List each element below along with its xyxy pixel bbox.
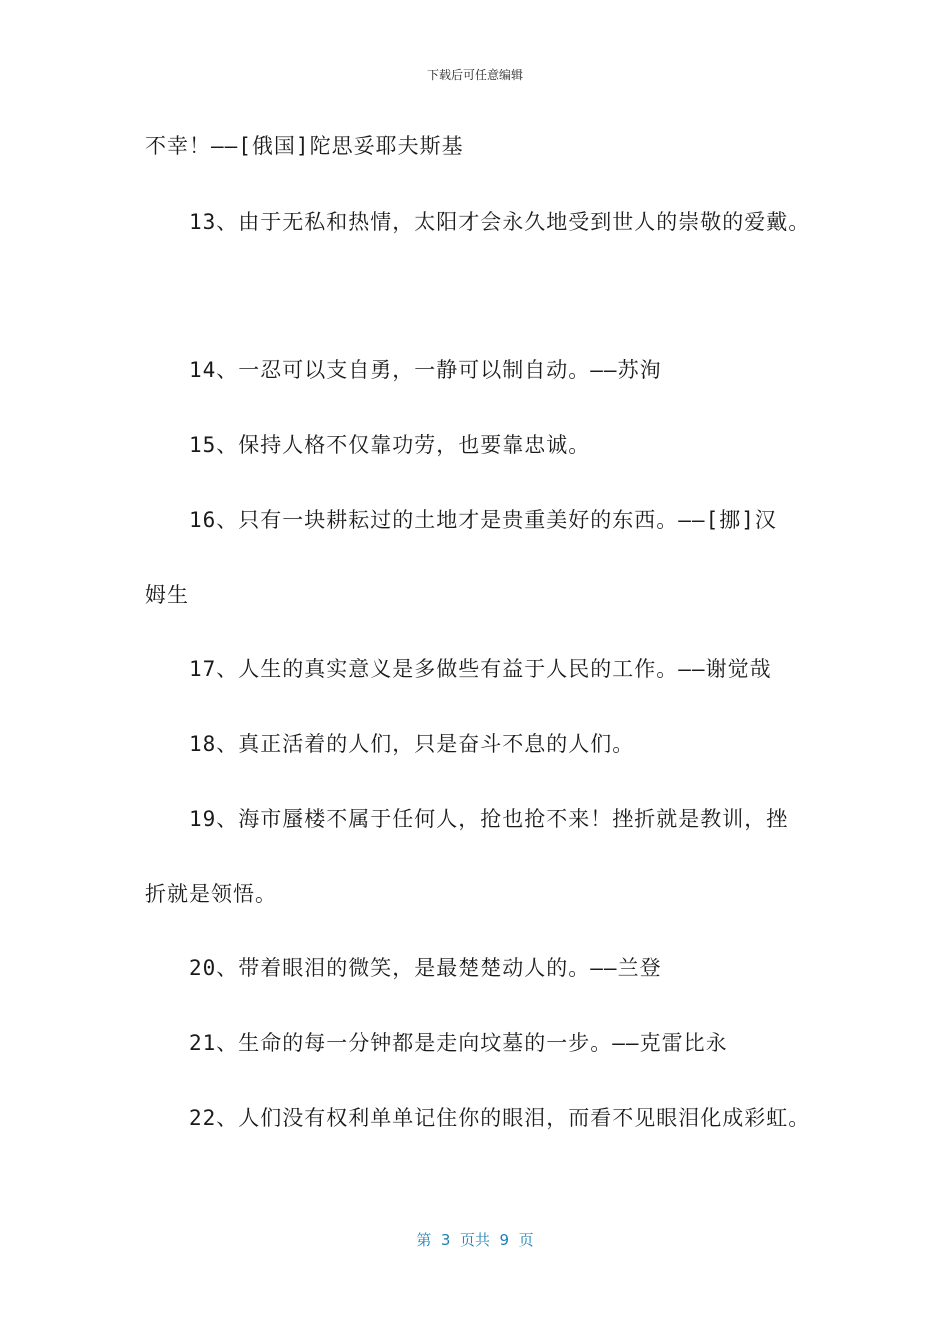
- text-line: 21、生命的每一分钟都是走向坟墓的一步。——克雷比永: [189, 1031, 728, 1055]
- text-line: 16、只有一块耕耘过的土地才是贵重美好的东西。——[挪]汉: [189, 508, 777, 532]
- text-line: 14、一忍可以支自勇，一静可以制自动。——苏洵: [189, 358, 662, 382]
- text-line: 20、带着眼泪的微笑，是最楚楚动人的。——兰登: [189, 956, 662, 980]
- text-line: 折就是领悟。: [145, 882, 277, 906]
- text-line: 13、由于无私和热情，太阳才会永久地受到世人的崇敬的爱戴。: [189, 210, 811, 234]
- page-footer: 第 3 页共 9 页: [416, 1231, 534, 1249]
- text-line: 18、真正活着的人们，只是奋斗不息的人们。: [189, 732, 635, 756]
- text-line: 22、人们没有权利单单记住你的眼泪，而看不见眼泪化成彩虹。: [189, 1106, 811, 1130]
- text-line: 15、保持人格不仅靠功劳，也要靠忠诚。: [189, 433, 591, 457]
- text-line: 不幸！——[俄国]陀思妥耶夫斯基: [145, 134, 464, 158]
- text-line: 姆生: [145, 583, 189, 607]
- text-line: 19、海市蜃楼不属于任何人，抢也抢不来！挫折就是教训，挫: [189, 807, 789, 831]
- text-line: 17、人生的真实意义是多做些有益于人民的工作。——谢觉哉: [189, 657, 772, 681]
- page-header: 下载后可任意编辑: [426, 68, 523, 82]
